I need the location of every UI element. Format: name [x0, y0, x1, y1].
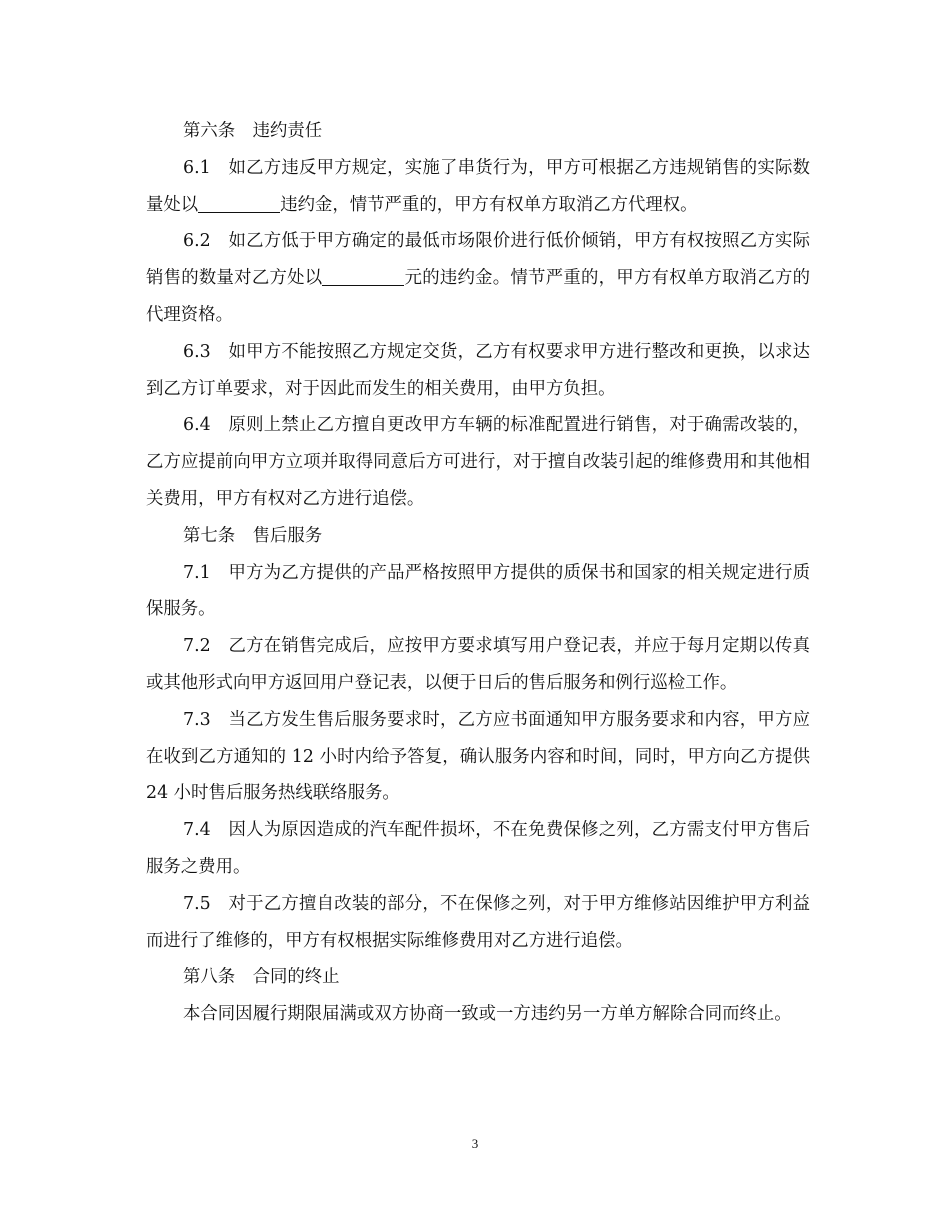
clause-6-2-text-a: 6.2 如乙方低于甲方确定的最低市场限价进行低价倾销，甲方有权按照乙方实际销售的数量对乙方处以 [146, 231, 810, 289]
clause-7-1: 7.1 甲方为乙方提供的产品严格按照甲方提供的质保书和国家的相关规定进行质保服务。 [146, 562, 810, 620]
document-body [146, 113, 810, 1033]
article-7-heading: 第七条 售后服务 [183, 525, 323, 546]
clause-6-4: 6.4 原则上禁止乙方擅自更改甲方车辆的标准配置进行销售，对于确需改装的，乙方应提前向甲方立项并取得同意后方可进行，对于擅自改装引起的维修费用和其他相关费用，甲方有权对乙方进行追偿。 [146, 415, 810, 509]
clause-7-4: 7.4 因人为原因造成的汽车配件损坏，不在免费保修之列，乙方需支付甲方售后服务之费用。 [146, 820, 810, 877]
clause-6-1-text-a: 6.1 如乙方违反甲方规定，实施了串货行为，甲方可根据乙方违规销售的实际数量处以 [146, 157, 810, 215]
fill-in-blank [322, 268, 404, 286]
clause-7-3: 7.3 当乙方发生售后服务要求时，乙方应书面通知甲方服务要求和内容，甲方应在收到乙方通知的 12 小时内给予答复，确认服务内容和时间，同时，甲方向乙方提供 24 小时售后服务热线联络服务。 [146, 709, 810, 804]
article-8-heading: 第八条 合同的终止 [183, 967, 340, 988]
clause-6-1-text-b: 违约金，情节严重的，甲方有权单方取消乙方代理权。 [280, 194, 698, 215]
page-number: 3 [471, 1136, 479, 1151]
clause-6-2-text-b: 元的违约金。情节严重的，甲方有权单方取消乙方的代理资格。 [146, 268, 810, 325]
clause-6-2 [146, 223, 810, 333]
clause-7-5: 7.5 对于乙方擅自改装的部分，不在保修之列，对于甲方维修站因维护甲方利益而进行了维修的，甲方有权根据实际维修费用对乙方进行追偿。 [146, 893, 810, 951]
clause-7-2: 7.2 乙方在销售完成后，应按甲方要求填写用户登记表，并应于每月定期以传真或其他形式向甲方返回用户登记表，以便于日后的售后服务和例行巡检工作。 [146, 636, 810, 693]
clause-6-3: 6.3 如甲方不能按照乙方规定交货，乙方有权要求甲方进行整改和更换，以求达到乙方订单要求，对于因此而发生的相关费用，由甲方负担。 [146, 341, 810, 399]
fill-in-blank [198, 194, 280, 212]
clause-6-1 [146, 150, 810, 224]
clause-8: 本合同因履行期限届满或双方协商一致或一方违约另一方单方解除合同而终止。 [183, 1004, 792, 1025]
article-6-heading: 第六条 违约责任 [183, 121, 323, 141]
